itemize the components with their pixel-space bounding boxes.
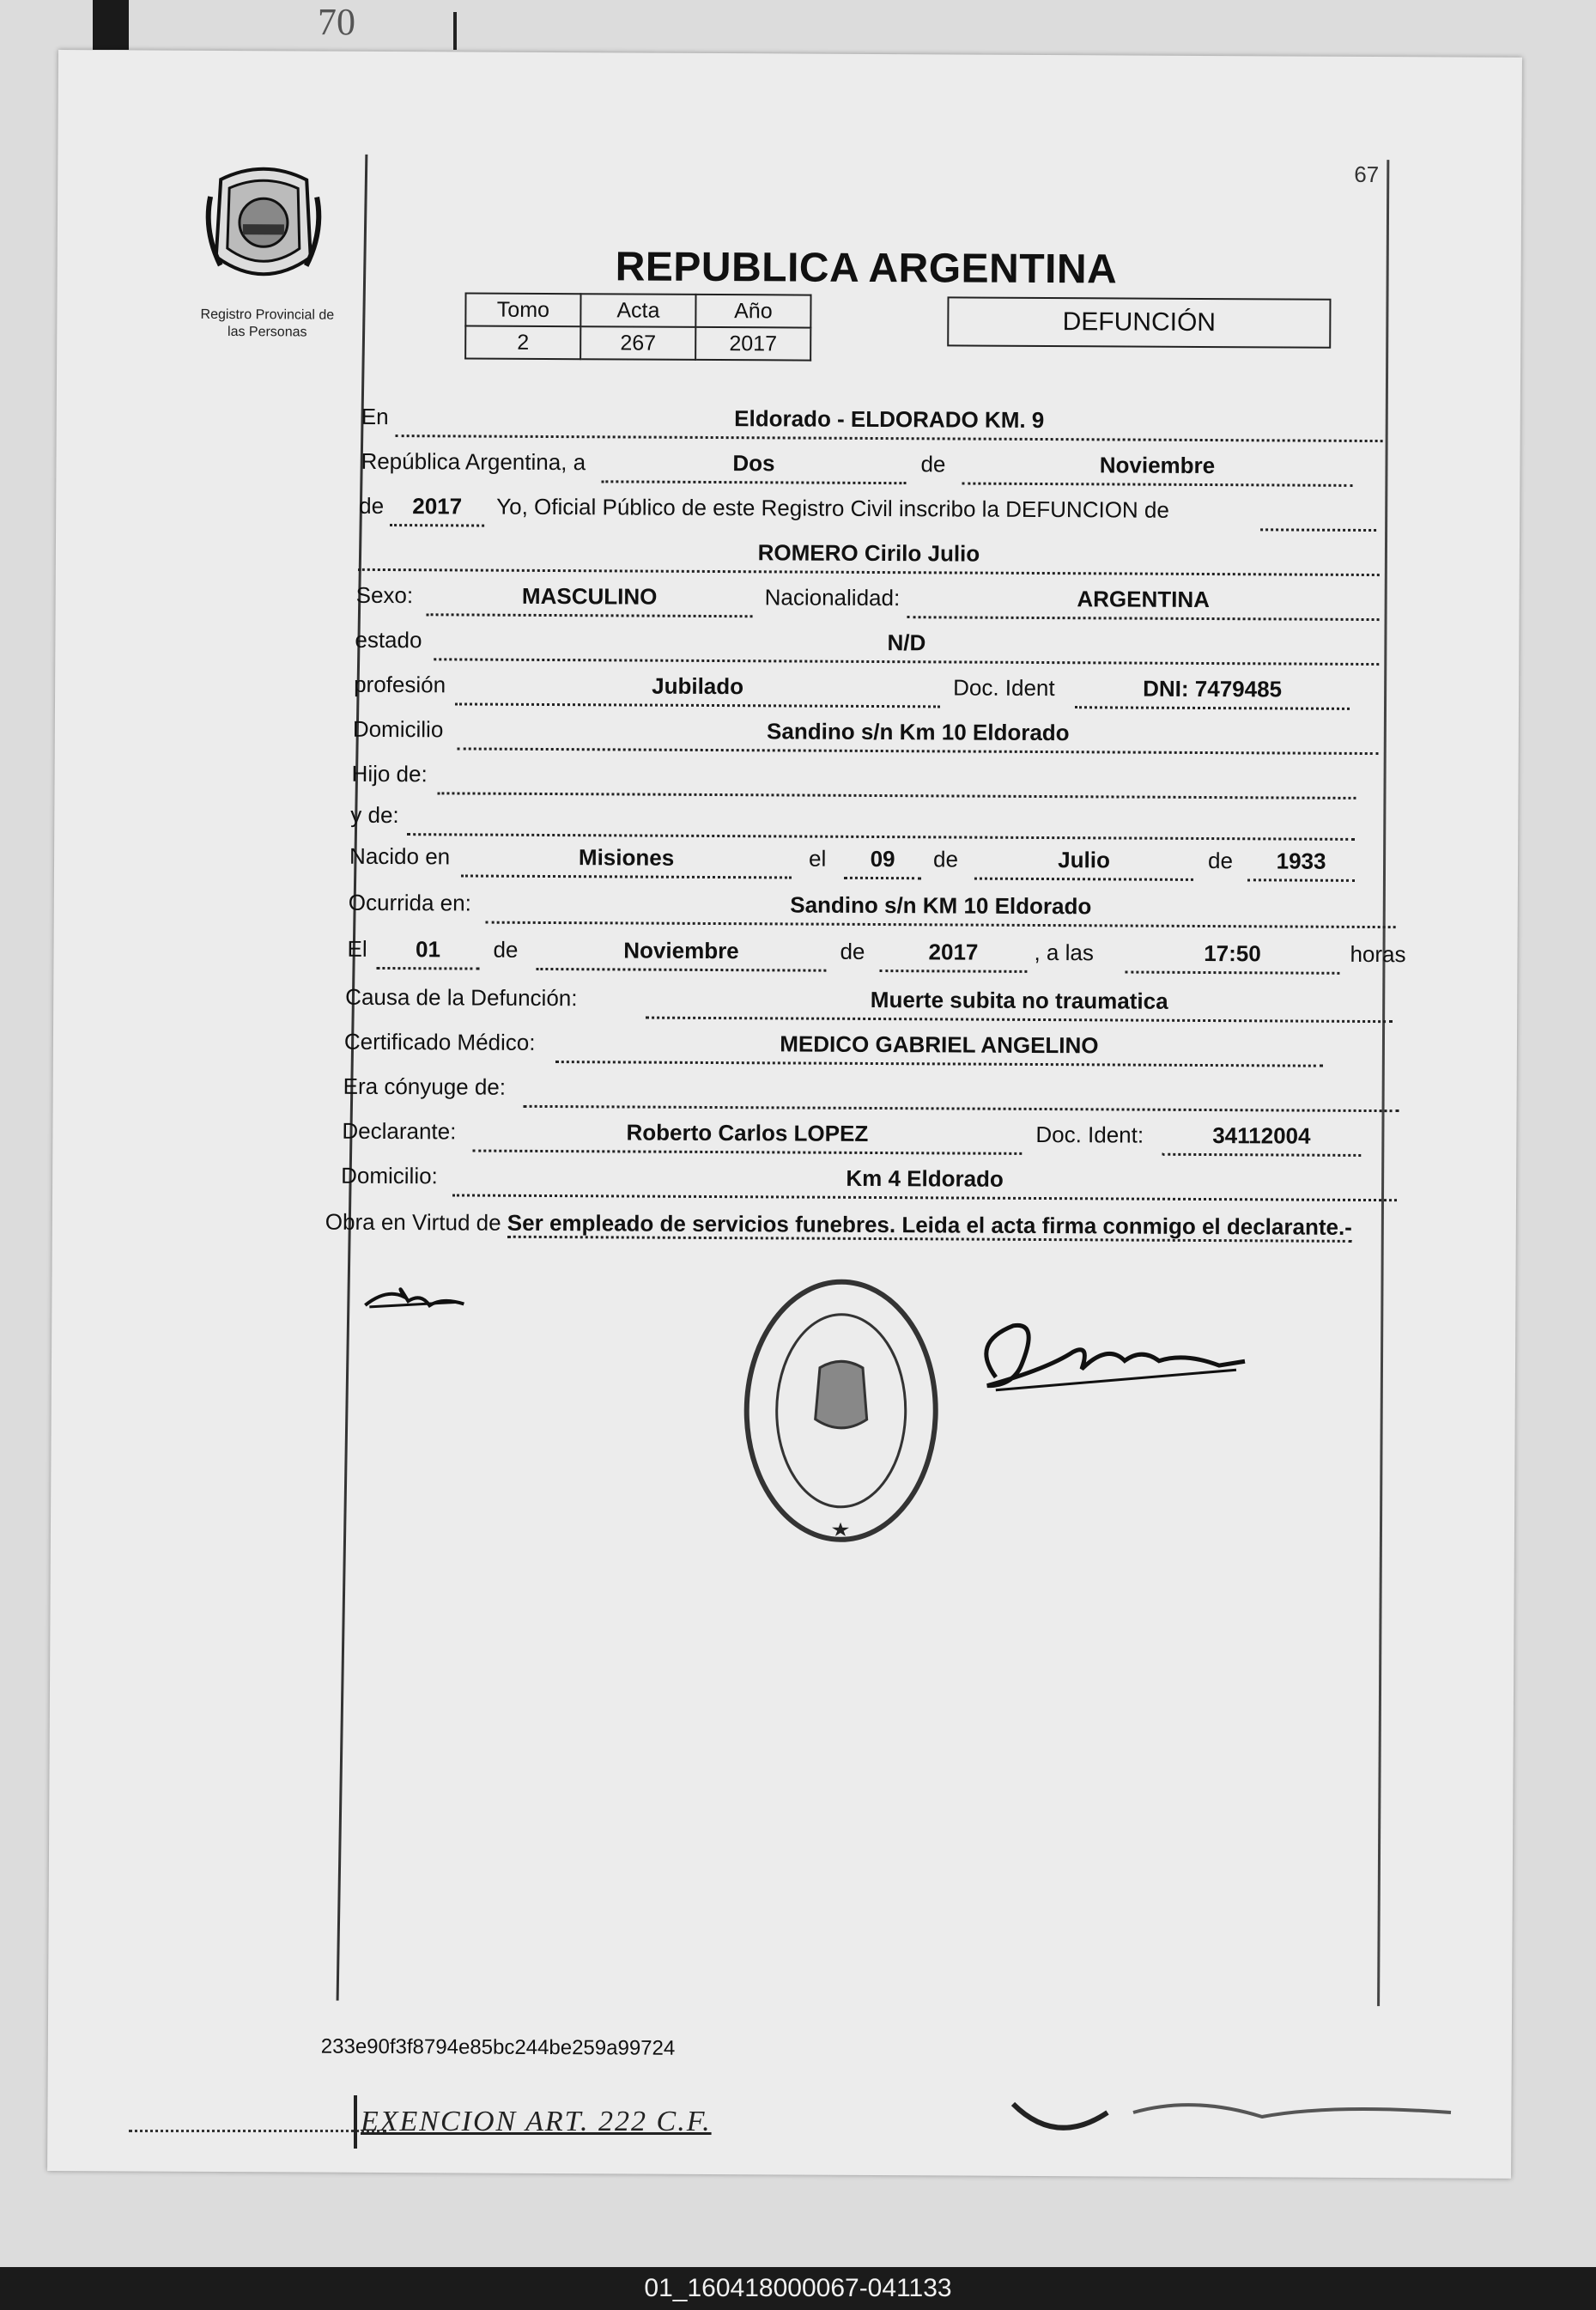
spouse-value bbox=[524, 1074, 1399, 1112]
born-de-label-1: de bbox=[933, 846, 959, 872]
and-of-value bbox=[407, 802, 1355, 841]
record-type-box: DEFUNCIÓN bbox=[947, 296, 1331, 348]
registry-caption bbox=[168, 307, 366, 342]
de-label-2: de bbox=[359, 492, 385, 519]
medical-certificate-label: Certificado Médico: bbox=[343, 1028, 536, 1055]
declarant-address-label: Domicilio: bbox=[341, 1162, 438, 1189]
row-profession-doc bbox=[354, 672, 1371, 711]
provincial-seal-icon bbox=[203, 162, 325, 292]
death-day-value: 01 bbox=[376, 936, 479, 970]
profession-label: profesión bbox=[354, 671, 446, 698]
declarant-doc-label: Doc. Ident: bbox=[1035, 1121, 1144, 1148]
born-in-label: Nacido en bbox=[349, 842, 451, 870]
footer-signature-stamp bbox=[1004, 2095, 1468, 2164]
child-of-label: Hijo de: bbox=[351, 760, 428, 787]
cause-label: Causa de la Defunción: bbox=[345, 983, 578, 1012]
and-of-label: y de: bbox=[350, 801, 399, 829]
death-de-label-2: de bbox=[840, 938, 865, 964]
year-registered-value: 2017 bbox=[390, 493, 484, 527]
row-death-date bbox=[347, 936, 1411, 976]
row-date bbox=[361, 448, 1382, 488]
sex-value: MASCULINO bbox=[427, 582, 753, 617]
obra-label: Obra en Virtud de bbox=[325, 1208, 501, 1236]
pen-mark bbox=[453, 12, 457, 50]
inscription-text: Yo, Oficial Público de este Registro Civil inscribo la DEFUNCION de bbox=[496, 493, 1169, 523]
place-value: Eldorado - ELDORADO KM. 9 bbox=[396, 404, 1383, 442]
binder-clip-mark bbox=[93, 0, 129, 50]
row-born bbox=[349, 843, 1388, 883]
occurred-label: Ocurrida en: bbox=[348, 889, 471, 916]
table-header-year: Año bbox=[695, 295, 810, 328]
scan-id-bar bbox=[0, 2267, 1596, 2310]
table-header-tomo: Tomo bbox=[465, 293, 580, 326]
declarant-value: Roberto Carlos LOPEZ bbox=[472, 1119, 1022, 1155]
row-address bbox=[353, 716, 1379, 756]
death-year-value: 2017 bbox=[879, 939, 1027, 973]
row-declarant bbox=[342, 1118, 1398, 1158]
row-and-of bbox=[350, 802, 1355, 842]
page-number: 67 bbox=[1354, 161, 1380, 188]
death-certificate-page bbox=[47, 50, 1522, 2179]
declarant-doc-value: 34112004 bbox=[1162, 1122, 1361, 1157]
year-value: 2017 bbox=[695, 327, 810, 361]
table-value-row bbox=[465, 325, 810, 360]
de-label-1: de bbox=[920, 451, 946, 477]
folio-number: 70 bbox=[318, 1, 355, 43]
born-el-label: el bbox=[809, 845, 827, 872]
row-civil-status bbox=[355, 627, 1379, 666]
row-declarant-address bbox=[341, 1163, 1397, 1202]
medical-certificate-value: MEDICO GABRIEL ANGELINO bbox=[555, 1030, 1323, 1067]
row-cause bbox=[345, 984, 1393, 1024]
civil-status-value: N/D bbox=[434, 627, 1379, 666]
born-month-value: Julio bbox=[974, 847, 1193, 881]
child-of-value bbox=[437, 761, 1356, 799]
declarant-address-value: Km 4 Eldorado bbox=[452, 1163, 1397, 1201]
row-occurred bbox=[349, 890, 1396, 929]
row-place bbox=[361, 404, 1383, 443]
address-value: Sandino s/n Km 10 Eldorado bbox=[458, 716, 1379, 755]
deceased-name-value: ROMERO Cirilo Julio bbox=[358, 538, 1380, 576]
table-header-row bbox=[465, 293, 810, 327]
republica-label: República Argentina, a bbox=[361, 447, 586, 476]
born-day-value: 09 bbox=[844, 846, 921, 879]
death-el-label: El bbox=[347, 935, 367, 962]
profession-value: Jubilado bbox=[455, 672, 940, 708]
nationality-label: Nacionalidad: bbox=[764, 584, 901, 611]
row-medical-certificate bbox=[344, 1029, 1383, 1068]
row-name bbox=[358, 538, 1380, 577]
footer-exemption-note: EXENCION ART. 222 C.F. bbox=[361, 2106, 712, 2137]
death-time-value: 17:50 bbox=[1125, 940, 1339, 975]
death-de-label-1: de bbox=[493, 936, 519, 963]
row-child-of bbox=[351, 761, 1356, 800]
document-title: REPUBLICA ARGENTINA bbox=[615, 244, 1118, 293]
cause-value: Muerte subita no traumatica bbox=[646, 986, 1393, 1024]
obra-value: Ser empleado de servicios funebres. Leida el acta firma conmigo el declarante.- bbox=[507, 1210, 1352, 1243]
row-spouse bbox=[343, 1073, 1399, 1113]
doc-ident-value: DNI: 7479485 bbox=[1075, 675, 1350, 710]
official-signature bbox=[961, 1317, 1348, 1499]
death-month-value: Noviembre bbox=[536, 937, 826, 972]
at-time-label: , a las bbox=[1034, 939, 1094, 966]
address-label: Domicilio bbox=[352, 715, 444, 743]
tomo-value: 2 bbox=[465, 325, 580, 359]
document-hash: 233e90f3f8794e85bc244be259a99724 bbox=[320, 2034, 676, 2060]
en-label: En bbox=[361, 403, 389, 430]
obra-en-virtud-paragraph bbox=[325, 1207, 1364, 1243]
declarant-initials-signature bbox=[361, 1271, 472, 1323]
born-place-value: Misiones bbox=[461, 843, 792, 878]
footer-pen-mark bbox=[354, 2095, 357, 2149]
row-sex-nationality bbox=[356, 582, 1380, 622]
sex-label: Sexo: bbox=[355, 581, 414, 609]
acta-value: 267 bbox=[580, 326, 695, 360]
registry-line-2: las Personas bbox=[227, 325, 307, 340]
table-header-acta: Acta bbox=[580, 294, 695, 327]
born-de-label-2: de bbox=[1207, 848, 1234, 874]
inscription-blank bbox=[1260, 497, 1376, 532]
nationality-value: ARGENTINA bbox=[907, 585, 1380, 621]
registry-line-1: Registro Provincial de bbox=[200, 307, 335, 323]
footer-dotted-line bbox=[129, 2130, 386, 2132]
month-value: Noviembre bbox=[962, 452, 1352, 487]
civil-status-label: estado bbox=[355, 626, 422, 653]
occurred-value: Sandino s/n KM 10 Eldorado bbox=[486, 891, 1396, 929]
scan-id: 01_160418000067-041133 bbox=[644, 2274, 952, 2302]
delegation-stamp bbox=[737, 1273, 945, 1548]
born-year-value: 1933 bbox=[1247, 848, 1355, 882]
tomo-acta-year-table bbox=[464, 292, 811, 361]
declarant-label: Declarante: bbox=[342, 1117, 457, 1145]
day-value: Dos bbox=[601, 449, 906, 484]
spouse-label: Era cónyuge de: bbox=[343, 1073, 507, 1100]
doc-ident-label: Doc. Ident bbox=[953, 674, 1055, 702]
row-inscription bbox=[359, 493, 1381, 532]
hours-label: horas bbox=[1350, 940, 1406, 968]
